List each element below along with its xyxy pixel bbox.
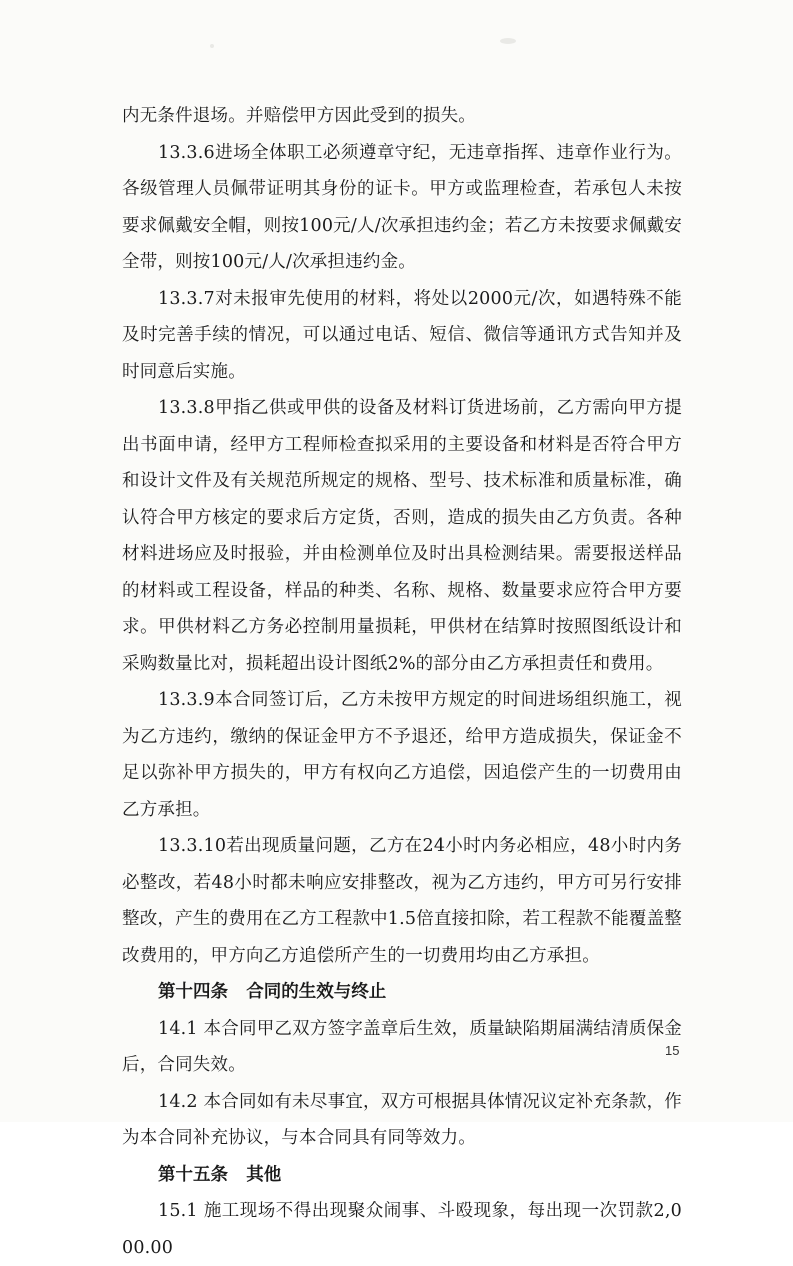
clause-13-3-7: 13.3.7对未报审先使用的材料，将处以2000元/次，如遇特殊不能及时完善手续的情况，可以通过电话、短信、微信等通讯方式告知并及时同意后实施。 — [122, 288, 682, 382]
clause-13-3-10: 13.3.10若出现质量问题，乙方在24小时内务必相应，48小时内务必整改，若48小时都未响应安排整改，视为乙方违约，甲方可另行安排整改，产生的费用在乙方工程款中1.5倍直接扣除，若工程款不能覆盖整改费用的，甲方向乙方追偿所产生的一切费用均由乙方承担。 — [122, 836, 682, 966]
clause-13-3-8: 13.3.8甲指乙供或甲供的设备及材料订货进场前，乙方需向甲方提出书面申请，经甲方工程师检查拟采用的主要设备和材料是否符合甲方和设计文件及有关规范所规定的规格、型号、技术标准和质量标准，确认符合甲方核定的要求后方定货，否则，造成的损失由乙方负责。各种材料进场应及时报验，并由检测单位及时出具检测结果。需要报送样品的材料或工程设备，样品的种类、名称、规格、数量要求应符合甲方要求。甲供材料乙方务必控制用量损耗，甲供材在结算时按照图纸设计和采购数量比对，损耗超出设计图纸2%的部分由乙方承担责任和费用。 — [122, 398, 682, 674]
article-14-heading: 第十四条 合同的生效与终止 — [158, 982, 387, 1002]
clause-13-3-6: 13.3.6进场全体职工必须遵章守纪，无违章指挥、违章作业行为。各级管理人员佩带证明其身份的证卡。甲方或监理检查，若承包人未按要求佩戴安全帽，则按100元/人/次承担违约金；若乙方未按要求佩戴安全带，则按100元/人/次承担违约金。 — [122, 142, 682, 272]
clause-15-1: 15.1 施工现场不得出现聚众闹事、斗殴现象，每出现一次罚款2,000.00 — [122, 1201, 682, 1258]
clause-13-3-9: 13.3.9本合同签订后，乙方未按甲方规定的时间进场组织施工，视为乙方违约，缴纳的保证金甲方不予退还，给甲方造成损失，保证金不足以弥补甲方损失的，甲方有权向乙方追偿，因追偿产生的一切费用由乙方承担。 — [122, 690, 682, 820]
clause-14-1: 14.1 本合同甲乙双方签字盖章后生效，质量缺陷期届满结清质保金后，合同失效。 — [122, 1018, 682, 1075]
clause-14-2: 14.2 本合同如有未尽事宜，双方可根据具体情况议定补充条款，作为本合同补充协议，与本合同具有同等效力。 — [122, 1091, 682, 1148]
article-15-heading: 第十五条 其他 — [158, 1164, 282, 1185]
scan-artifact — [210, 44, 214, 48]
paragraph: 内无条件退场。并赔偿甲方因此受到的损失。 — [122, 106, 476, 126]
page-number: 15 — [665, 1043, 680, 1058]
scan-artifact — [500, 38, 516, 44]
document-body — [122, 98, 682, 1266]
